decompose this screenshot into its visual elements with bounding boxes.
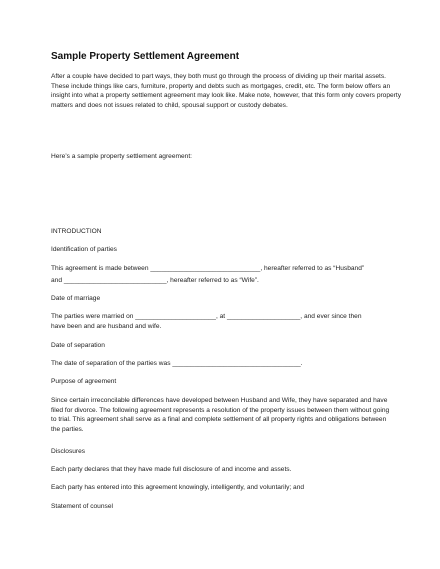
disclosures-heading: Disclosures [51,448,86,455]
purpose-heading: Purpose of agreement [51,378,117,385]
marriage-line-1: The parties were married on ______________________, at ____________________, and ever since then [51,313,362,320]
parties-line-2: and ____________________________, hereafter referred to as “Wife”. [51,277,259,284]
intro-paragraph: After a couple have decided to part ways, they both must go through the process of dividing up their marital assets. These include things like cars, furniture, property and debts such as mortgages, credit, etc. The form below offers an insight into what a property settlement agreement may look like. Make note, however, that this form only covers property matters and does not issues related to child, spousal support or custody debates. [51,73,402,109]
marriage-line-2: have been and are husband and wife. [51,323,162,330]
document-title: Sample Property Settlement Agreement [51,51,240,62]
parties-line-1: This agreement is made between ______________________________, hereafter referred to as “Husband” [51,265,365,272]
identification-heading: Identification of parties [51,246,117,253]
separation-heading: Date of separation [51,342,105,349]
marriage-heading: Date of marriage [51,295,101,302]
counsel-heading: Statement of counsel [51,503,113,510]
sample-lead: Here’s a sample property settlement agreement: [51,153,192,160]
introduction-heading: INTRODUCTION [51,228,102,235]
disclosure-line-2: Each party has entered into this agreement knowingly, intelligently, and voluntarily; and [51,484,305,491]
purpose-paragraph: Since certain irreconcilable differences have developed between Husband and Wife, they have separated and have filed for divorce. The following agreement represents a resolution of the property issues between them without going to trial. This agreement shall serve as a final and complete settlement of all property rights and obligations between the parties. [51,397,390,433]
disclosure-line-1: Each party declares that they have made full disclosure of and income and assets. [51,466,292,473]
separation-line: The date of separation of the parties was ___________________________________. [51,360,303,367]
